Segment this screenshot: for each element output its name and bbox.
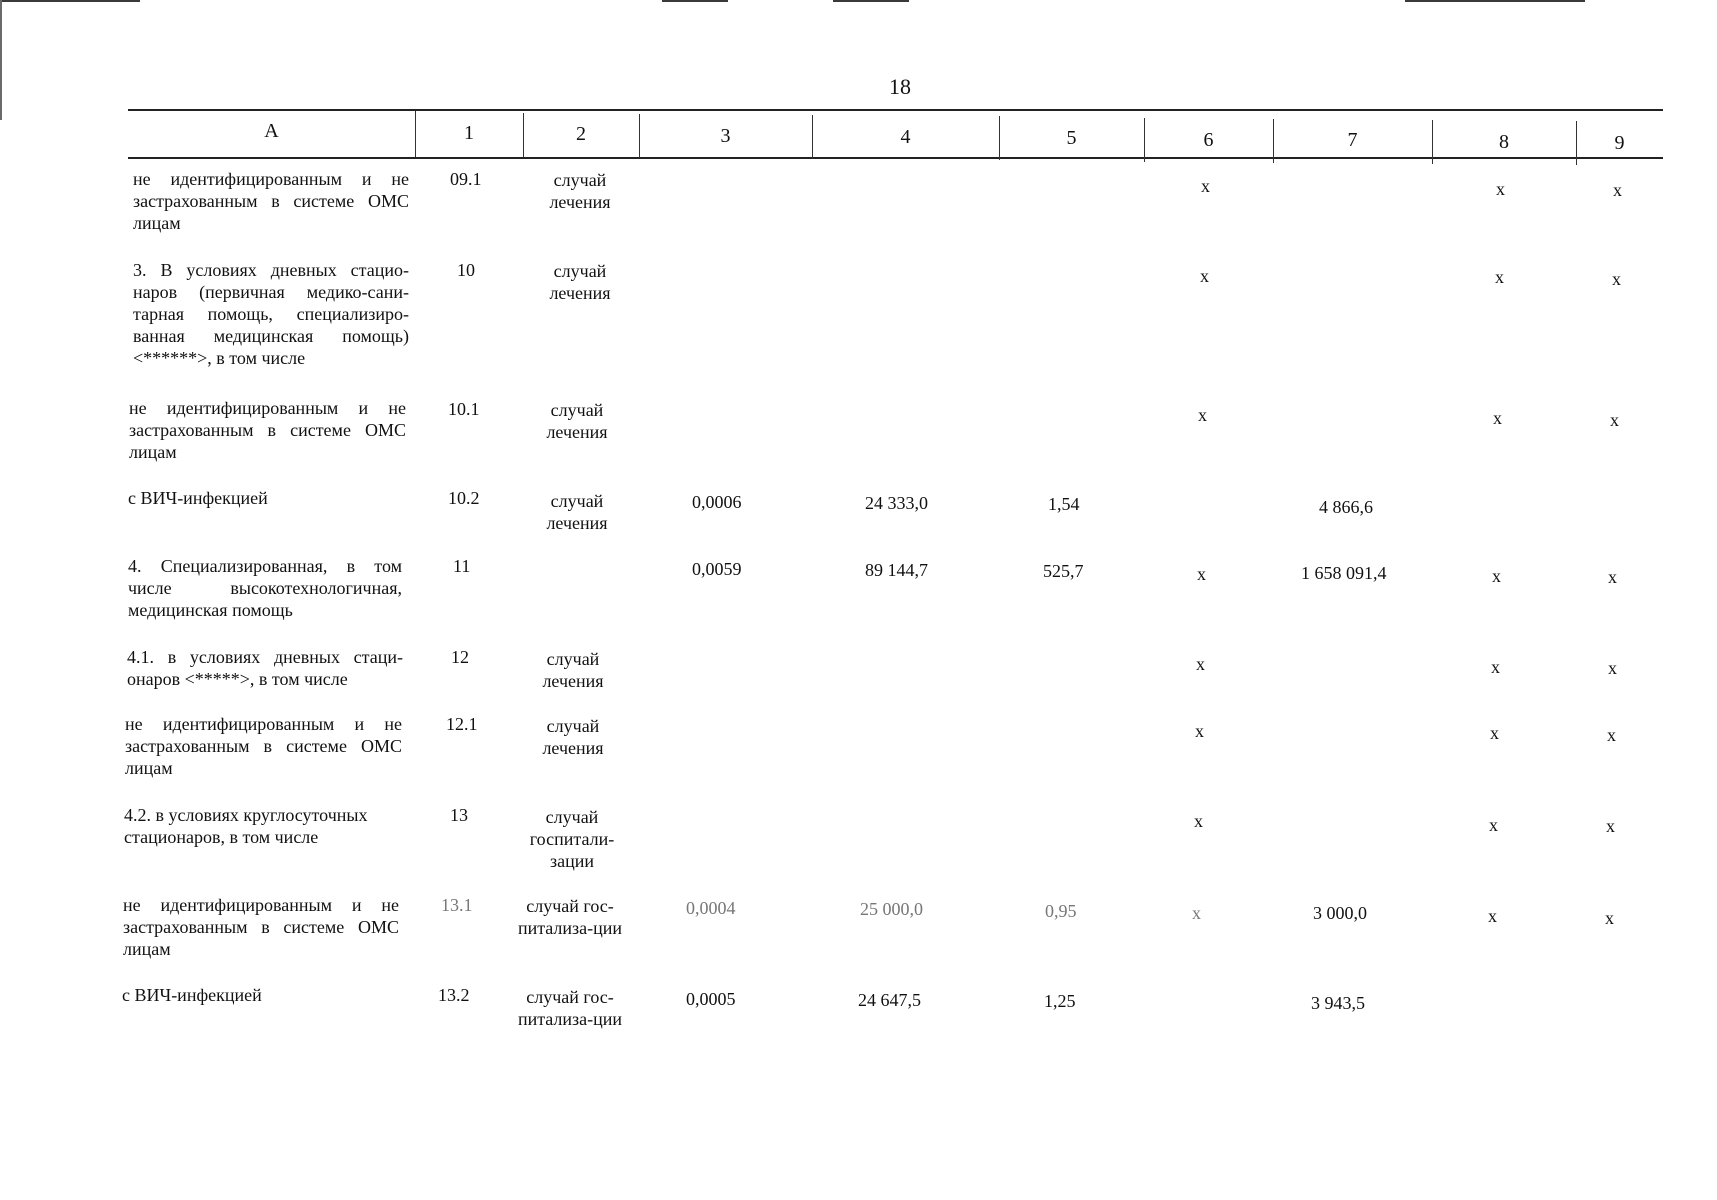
table-row-label: 4.1. в условиях дневных стаци-онаров <*****>, в том числе — [127, 647, 403, 689]
column-header-8: 8 — [1499, 131, 1509, 153]
row-col6: х — [1200, 266, 1209, 286]
row-col4: 24 333,0 — [865, 493, 928, 513]
scan-left-edge — [0, 0, 2, 120]
scan-edge-mark — [1405, 0, 1585, 2]
row-col6: х — [1196, 654, 1205, 674]
row-col9: х — [1607, 725, 1616, 745]
row-unit: случай гос-питализа-ции — [517, 987, 623, 1029]
row-col7: 1 658 091,4 — [1301, 563, 1387, 583]
row-col8: х — [1496, 179, 1505, 199]
row-col6: х — [1197, 564, 1206, 584]
row-col3: 0,0059 — [692, 559, 742, 579]
row-code: 13 — [450, 805, 468, 825]
row-col7: 3 943,5 — [1311, 993, 1365, 1013]
row-code: 12 — [451, 647, 469, 667]
row-col3: 0,0004 — [686, 898, 736, 918]
row-code: 10.1 — [448, 399, 480, 419]
row-col5: 0,95 — [1045, 901, 1077, 921]
column-header-1: 1 — [464, 122, 474, 144]
row-col9: х — [1606, 816, 1615, 836]
row-unit: случай лечения — [542, 716, 604, 758]
row-code: 10.2 — [448, 488, 480, 508]
row-col4: 89 144,7 — [865, 560, 928, 580]
row-col3: 0,0006 — [692, 492, 742, 512]
row-col6: х — [1195, 721, 1204, 741]
column-header-4: 4 — [900, 126, 911, 148]
row-col8: х — [1495, 267, 1504, 287]
row-code: 12.1 — [446, 714, 478, 734]
row-code: 11 — [453, 556, 471, 576]
column-header-5: 5 — [1066, 127, 1077, 149]
table-row-label: не идентифицированным и не застрахованным в системе ОМС лицам — [125, 714, 402, 778]
row-unit: случай лечения — [549, 261, 611, 303]
row-unit: случай лечения — [549, 170, 611, 212]
row-unit: случай лечения — [546, 491, 608, 533]
page-number: 18 — [889, 74, 911, 99]
row-col6: х — [1201, 176, 1210, 196]
row-col9: х — [1608, 658, 1617, 678]
table-row-label: не идентифицированным и не застрахованным в системе ОМС лицам — [133, 169, 409, 233]
table-row-label: 3. В условиях дневных стацио-наров (первичная медико-сани-тарная помощь, специализиро-ванная медицинская помощь) <******>, в том числе — [133, 260, 409, 368]
row-col7: 4 866,6 — [1319, 497, 1373, 517]
row-col7: 3 000,0 — [1313, 903, 1367, 923]
scan-edge-mark — [833, 0, 909, 2]
row-col9: х — [1610, 410, 1619, 430]
row-unit: случай лечения — [542, 649, 604, 691]
table-row-label: с ВИЧ-инфекцией — [122, 985, 262, 1005]
table-row-label: 4.2. в условиях круглосуточных стационаров, в том числе — [124, 805, 368, 847]
row-col8: х — [1490, 723, 1499, 743]
row-unit: случай госпитали-зации — [529, 807, 615, 871]
table-row-label: с ВИЧ-инфекцией — [128, 488, 268, 508]
scan-edge-mark — [0, 0, 140, 2]
row-col8: х — [1492, 566, 1501, 586]
column-header-9: 9 — [1614, 132, 1625, 154]
row-col8: х — [1493, 408, 1502, 428]
row-code: 13.1 — [441, 895, 473, 915]
table-top-rule — [128, 109, 1663, 111]
row-col9: х — [1608, 567, 1617, 587]
row-col9: х — [1613, 180, 1622, 200]
row-code: 10 — [457, 260, 475, 280]
row-code: 09.1 — [450, 169, 482, 189]
row-col6: х — [1192, 903, 1201, 923]
row-col5: 1,54 — [1048, 494, 1080, 514]
row-col4: 24 647,5 — [858, 990, 921, 1010]
row-col8: х — [1488, 906, 1497, 926]
scan-edge-mark — [662, 0, 728, 2]
row-unit: случай гос-питализа-ции — [517, 896, 623, 938]
row-col6: х — [1194, 811, 1203, 831]
column-header-2: 2 — [576, 123, 586, 145]
row-unit: случай лечения — [546, 400, 608, 442]
table-row-label: 4. Специализированная, в том числе высокотехнологичная, медицинская помощь — [128, 556, 402, 620]
column-header-3: 3 — [720, 125, 731, 147]
row-col3: 0,0005 — [686, 989, 736, 1009]
column-header-7: 7 — [1347, 129, 1358, 151]
row-col9: х — [1605, 908, 1614, 928]
row-col5: 1,25 — [1044, 991, 1076, 1011]
table-row-label: не идентифицированным и не застрахованным в системе ОМС лицам — [123, 895, 399, 959]
row-col6: х — [1198, 405, 1207, 425]
row-col9: х — [1612, 269, 1621, 289]
row-col8: х — [1491, 657, 1500, 677]
row-col4: 25 000,0 — [860, 899, 923, 919]
row-col5: 525,7 — [1043, 561, 1084, 581]
row-col8: х — [1489, 815, 1498, 835]
column-header-a: A — [264, 120, 279, 142]
row-code: 13.2 — [438, 985, 470, 1005]
table-row-label: не идентифицированным и не застрахованным в системе ОМС лицам — [129, 398, 406, 462]
column-header-6: 6 — [1203, 129, 1214, 151]
